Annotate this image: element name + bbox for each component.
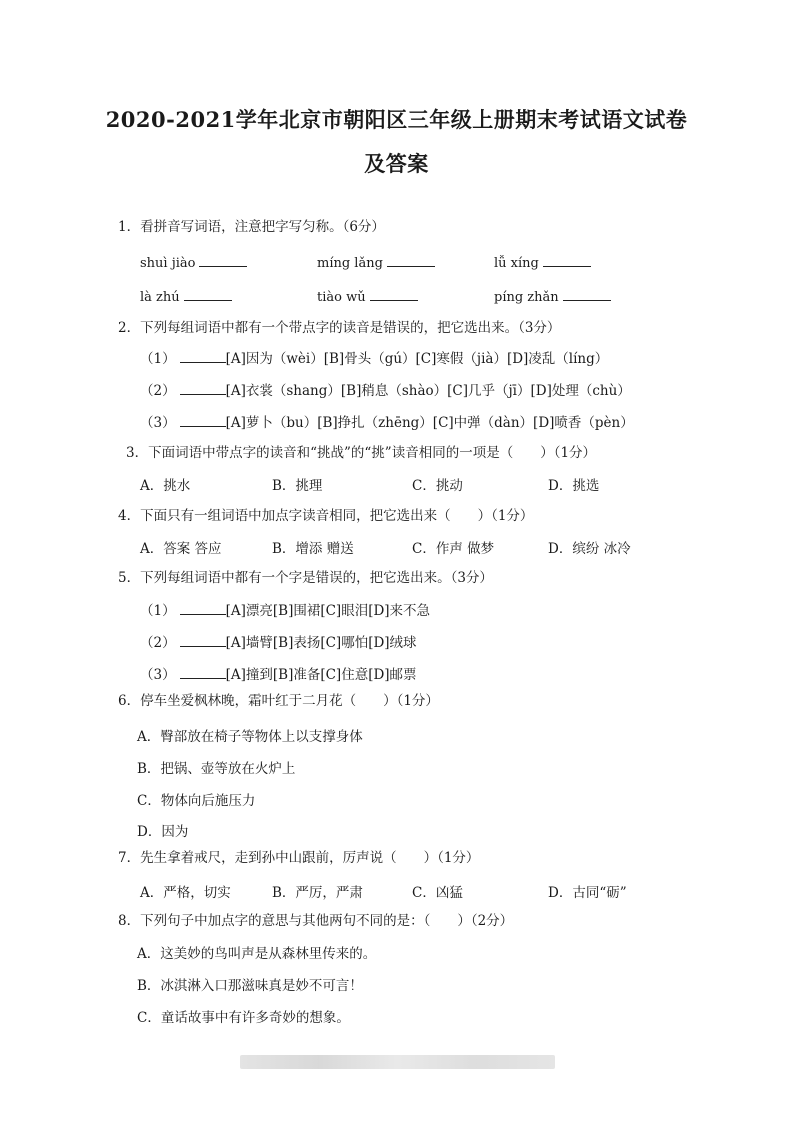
q6-stem: 6．停车坐爱枫林晚，霜叶红于二月花（ ）（1分）	[118, 693, 439, 709]
q2-row-3: （3） [A]萝卜（bu）[B]挣扎（zhēng）[C]中弹（dàn）[D]喷香（pèn）	[140, 412, 634, 432]
q7-option-c[interactable]: C．凶猛	[412, 885, 463, 901]
q6-option-c[interactable]: C．物体向后施压力	[137, 793, 256, 809]
page-title-line1: 2020-2021学年北京市朝阳区三年级上册期末考试语文试卷	[105, 107, 688, 132]
q4-stem: 4．下面只有一组词语中加点字读音相同，把它选出来（ ）（1分）	[118, 508, 534, 524]
answer-blank[interactable]	[180, 600, 226, 615]
answer-blank[interactable]	[180, 348, 226, 363]
q7-stem: 7．先生拿着戒尺，走到孙中山跟前，厉声说（ ）（1分）	[118, 850, 480, 866]
q5-row-3: （3） [A]撞到[B]准备[C]住意[D]邮票	[140, 664, 417, 684]
q6-option-d[interactable]: D．因为	[137, 824, 189, 840]
q4-option-a[interactable]: A．答案 答应	[140, 541, 222, 557]
answer-blank[interactable]	[543, 252, 591, 267]
q8-option-a[interactable]: A．这美妙的鸟叫声是从森林里传来的。	[137, 946, 377, 962]
page-title-line2: 及答案	[364, 151, 429, 176]
q3-option-d[interactable]: D．挑选	[548, 478, 600, 494]
answer-blank[interactable]	[370, 286, 418, 301]
q5-row-1: （1） [A]漂亮[B]围裙[C]眼泪[D]来不急	[140, 600, 430, 620]
q1-pinyin-3: lǚ xíng	[494, 252, 591, 271]
answer-blank[interactable]	[563, 286, 611, 301]
answer-blank[interactable]	[180, 380, 226, 395]
answer-blank[interactable]	[180, 664, 226, 679]
answer-blank[interactable]	[387, 252, 435, 267]
q6-option-b[interactable]: B．把锅、壶等放在火炉上	[137, 761, 296, 777]
q3-option-c[interactable]: C．挑动	[412, 478, 463, 494]
q4-option-c[interactable]: C．作声 做梦	[412, 541, 495, 557]
q1-pinyin-5: tiào wǔ	[317, 286, 418, 305]
q1-stem: 1．看拼音写词语，注意把字写匀称。（6分）	[118, 219, 385, 235]
q3-stem: 3．下面词语中带点字的读音和“挑战”的“挑”读音相同的一项是（ ）（1分）	[126, 445, 597, 461]
q2-row-1: （1） [A]因为（wèi）[B]骨头（gú）[C]寒假（jià）[D]凌乱（líng）	[140, 348, 608, 368]
q4-option-d[interactable]: D．缤纷 冰冷	[548, 541, 631, 557]
q1-pinyin-4: là zhú	[140, 286, 232, 305]
q8-option-b[interactable]: B．冰淇淋入口那滋味真是妙不可言！	[137, 978, 363, 994]
q4-option-b[interactable]: B．增添 赠送	[272, 541, 354, 557]
q2-stem: 2．下列每组词语中都有一个带点字的读音是错误的，把它选出来。（3分）	[118, 320, 561, 336]
q1-pinyin-6: píng zhǎn	[494, 286, 611, 305]
answer-blank[interactable]	[199, 252, 247, 267]
q5-row-2: （2） [A]墙臂[B]表扬[C]哪怕[D]绒球	[140, 632, 417, 652]
answer-blank[interactable]	[184, 286, 232, 301]
q7-option-a[interactable]: A．严格，切实	[140, 885, 231, 901]
q8-stem: 8．下列句子中加点字的意思与其他两句不同的是：（ ）（2分）	[118, 913, 514, 929]
q8-option-c[interactable]: C．童话故事中有许多奇妙的想象。	[137, 1010, 350, 1026]
q6-option-a[interactable]: A．臀部放在椅子等物体上以支撑身体	[137, 729, 363, 745]
answer-blank[interactable]	[180, 632, 226, 647]
q3-option-a[interactable]: A．挑水	[140, 478, 191, 494]
q5-stem: 5．下列每组词语中都有一个字是错误的，把它选出来。（3分）	[118, 570, 493, 586]
footer-watermark	[240, 1055, 555, 1069]
q1-pinyin-1: shuì jiào	[140, 252, 247, 271]
q2-row-2: （2） [A]衣裳（shang）[B]稍息（shào）[C]几乎（jī）[D]处理（chù）	[140, 380, 631, 400]
q1-pinyin-2: míng lǎng	[317, 252, 435, 271]
q3-option-b[interactable]: B．挑理	[272, 478, 323, 494]
q7-option-d[interactable]: D．古同“砺”	[548, 885, 627, 901]
q7-option-b[interactable]: B．严厉，严肃	[272, 885, 363, 901]
answer-blank[interactable]	[180, 412, 226, 427]
